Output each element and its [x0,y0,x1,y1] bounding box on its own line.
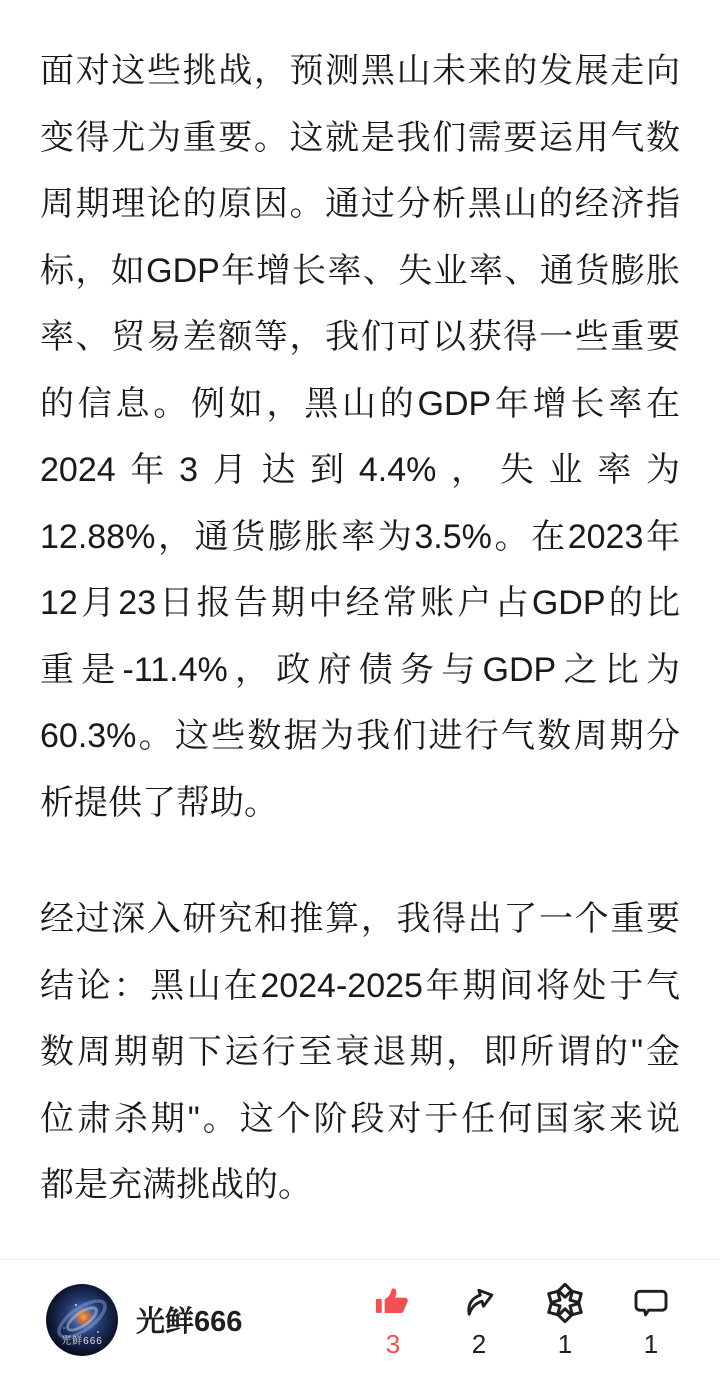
text-line: 周期理论的原因。通过分析黑山的经济指 [40,185,680,223]
paragraph-2 [40,886,680,1219]
favorite-button[interactable] [522,1280,608,1359]
text-line: 经过深入研究和推算，我得出了一个重要 [40,900,680,938]
like-button[interactable] [350,1280,436,1359]
text-line: 60.3%。这些数据为我们进行气数周期分 [40,717,680,755]
star-collect-icon [544,1280,586,1326]
text-line: 位肃杀期"。这个阶段对于任何国家来说 [40,1099,680,1138]
share-count: 2 [471,1329,487,1359]
text-line: 2024年3月达到4.4%，失业率为 [40,451,680,489]
author-profile[interactable] [46,1284,242,1356]
text-line: 的信息。例如，黑山的GDP年增长率在 [40,384,680,423]
action-buttons [350,1280,694,1359]
text-line: 标，如GDP年增长率、失业率、通货膨胀 [40,251,680,290]
comment-count: 1 [643,1329,659,1359]
text-line: 率、贸易差额等，我们可以获得一些重要 [40,318,680,356]
text-line: 数周期朝下运行至衰退期，即所谓的"金 [40,1033,680,1071]
share-button[interactable] [436,1280,522,1359]
avatar-text: 光鲜666 [61,1335,103,1347]
favorite-count: 1 [557,1329,573,1359]
text-line: 重是-11.4%，政府债务与GDP之比为 [40,650,680,689]
text-line: 析提供了帮助。 [40,783,278,822]
share-arrow-icon [459,1280,499,1326]
comment-button[interactable] [608,1280,694,1359]
text-line: 都是充满挑战的。 [40,1166,312,1204]
text-line: 变得尤为重要。这就是我们需要运用气数 [40,118,680,157]
comment-bubble-icon [631,1280,671,1326]
text-line: 面对这些挑战，预测黑山未来的发展走向 [40,52,680,90]
like-count: 3 [385,1329,401,1359]
avatar[interactable] [46,1284,118,1356]
paragraph-1 [40,38,680,836]
text-line: 结论：黑山在2024-2025年期间将处于气 [40,966,680,1005]
author-name[interactable]: 光鲜666 [136,1306,243,1338]
text-line: 12月23日报告期中经常账户占GDP的比 [40,584,680,622]
thumbs-up-icon [371,1280,415,1326]
bottom-action-bar [0,1259,720,1379]
text-line: 12.88%，通货膨胀率为3.5%。在2023年 [40,517,680,556]
